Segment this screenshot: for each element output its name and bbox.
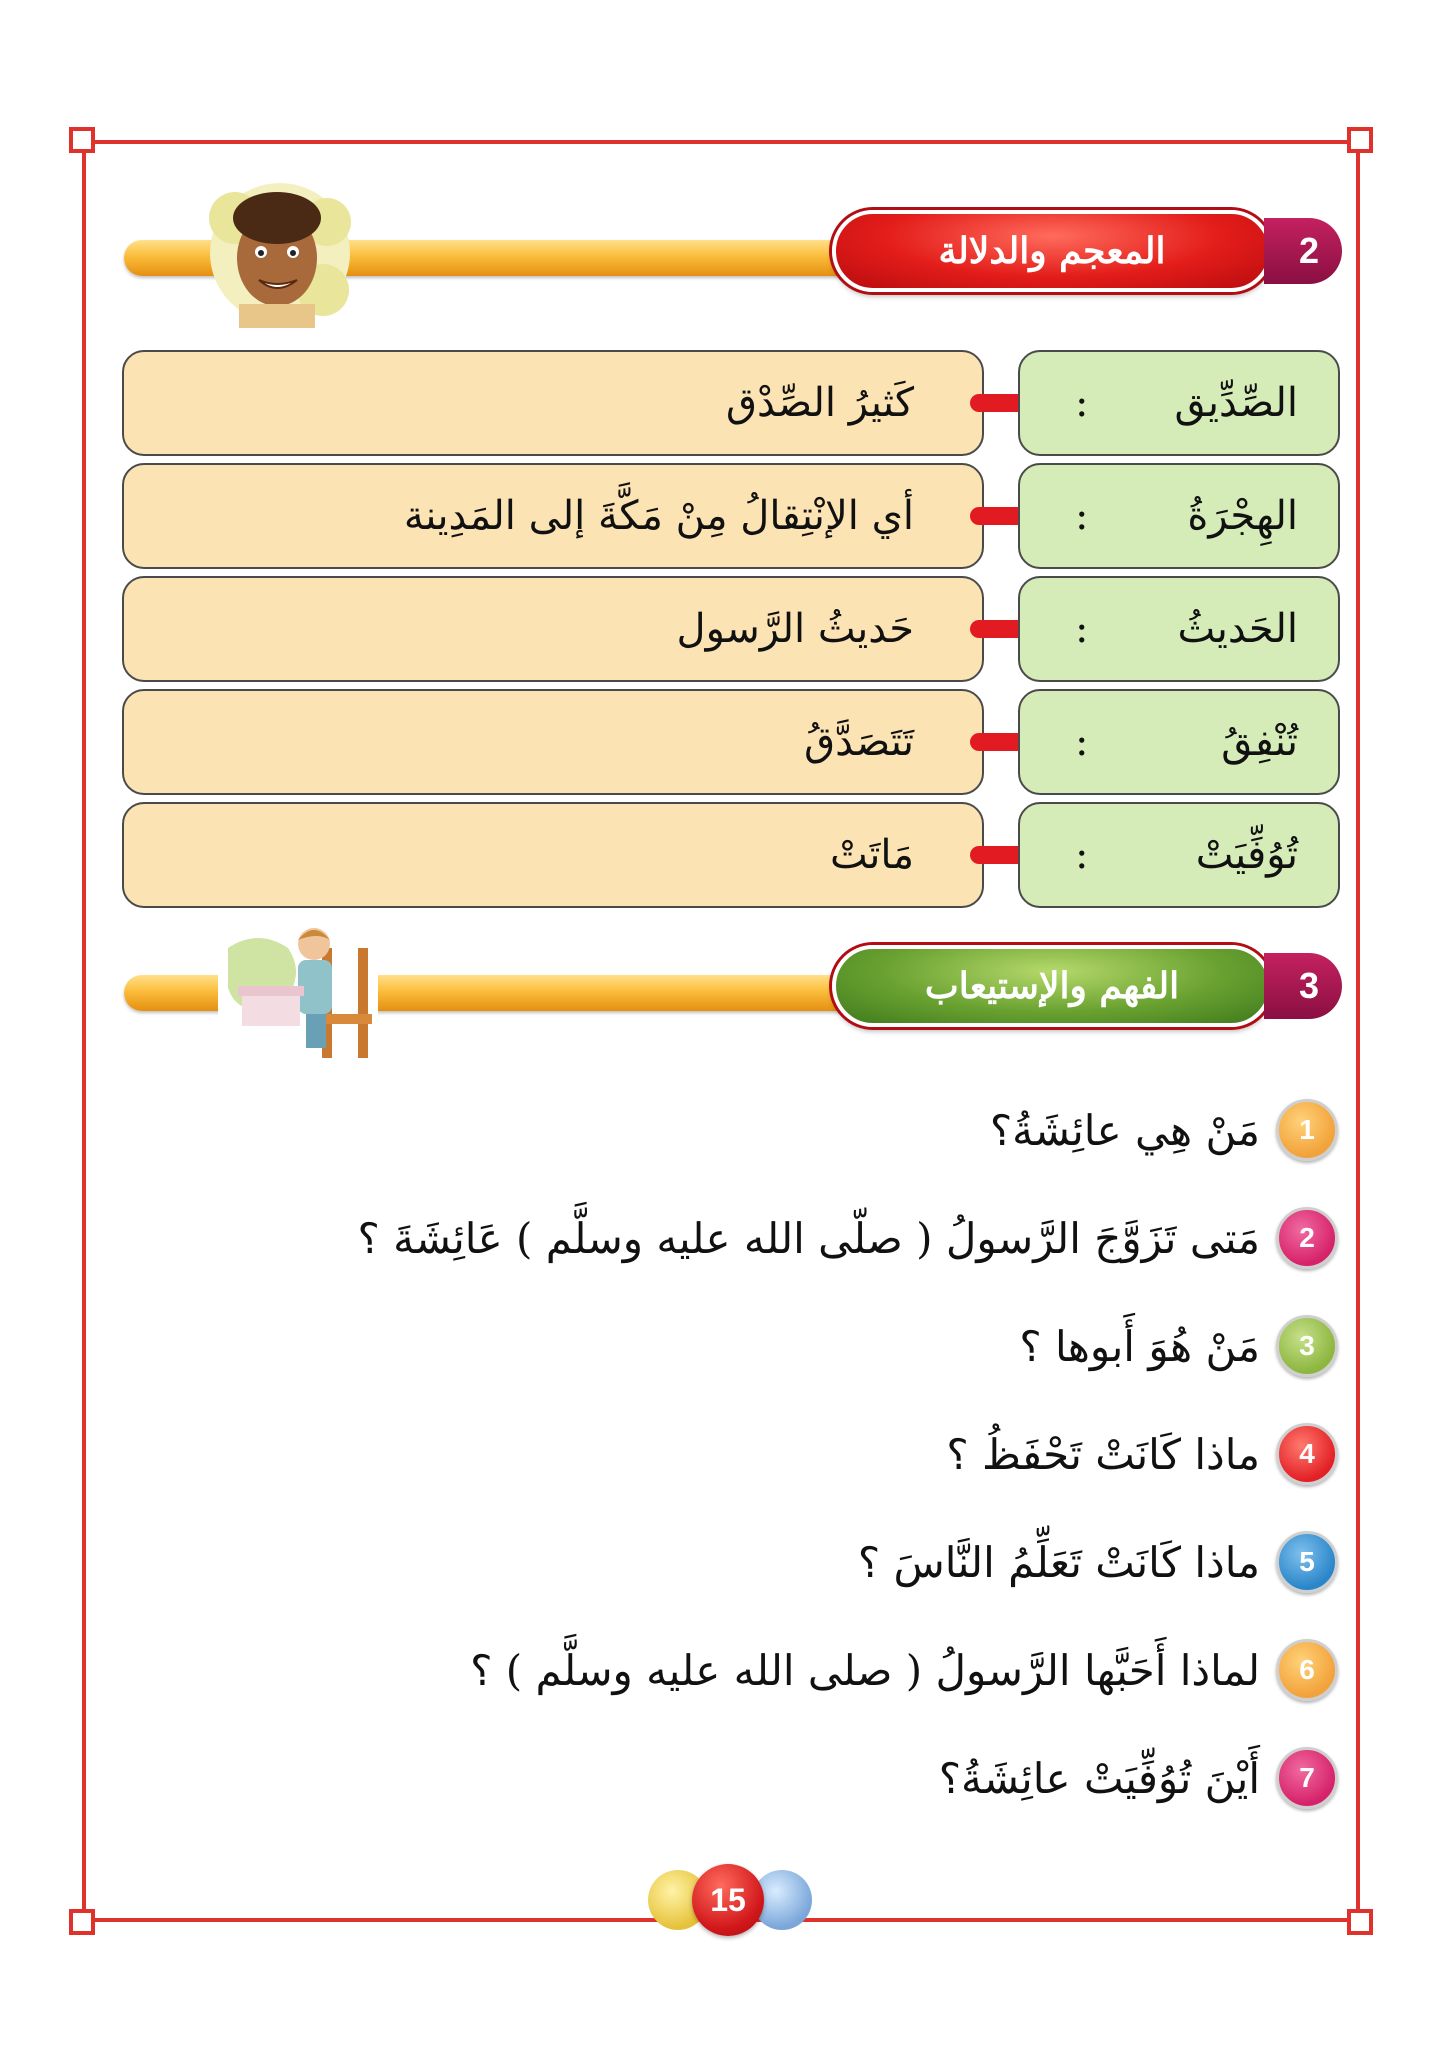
question-number-badge: 4	[1276, 1423, 1338, 1485]
question-number-badge: 1	[1276, 1099, 1338, 1161]
page-number: 15	[692, 1864, 764, 1936]
reading-child-illustration-icon	[218, 918, 378, 1058]
question-item	[990, 1090, 1338, 1170]
vocab-separator: :	[1075, 606, 1089, 652]
question-number-badge: 6	[1276, 1639, 1338, 1701]
question-text: مَتى تَزَوَّجَ الرَّسولُ ( صلّى الله عليه وسلَّم ) عَائِشَةَ ؟	[357, 1213, 1260, 1263]
vocab-word-box	[1018, 463, 1340, 569]
question-item	[858, 1522, 1338, 1602]
page-number-badge	[648, 1860, 828, 1940]
section-3-title: الفهم والإستيعاب	[832, 945, 1272, 1027]
question-text: أَيْنَ تُوُفِّيَتْ عائِشَةُ؟	[938, 1753, 1260, 1803]
vocab-row	[122, 576, 1340, 682]
question-number-badge: 7	[1276, 1747, 1338, 1809]
frame-corner	[1347, 1909, 1373, 1935]
question-text: ماذا كَانَتْ تَحْفَظُ ؟	[946, 1429, 1260, 1479]
vocab-word-box	[1018, 576, 1340, 682]
vocab-word: تُنْفِقُ	[1221, 719, 1298, 765]
vocab-row	[122, 350, 1340, 456]
vocab-separator: :	[1075, 719, 1089, 765]
boy-illustration-icon	[205, 178, 355, 328]
question-item	[357, 1198, 1338, 1278]
vocab-meaning: كَثيرُ الصِّدْق	[122, 350, 984, 456]
question-text: مَنْ هُوَ أَبوها ؟	[1019, 1321, 1260, 1371]
vocab-row	[122, 463, 1340, 569]
question-item	[470, 1630, 1338, 1710]
frame-corner	[1347, 127, 1373, 153]
vocab-word-box	[1018, 350, 1340, 456]
vocab-word: الهِجْرَةُ	[1187, 493, 1298, 539]
vocab-row	[122, 802, 1340, 908]
frame-corner	[69, 1909, 95, 1935]
question-item	[939, 1738, 1338, 1818]
vocab-word-box	[1018, 802, 1340, 908]
vocab-row	[122, 689, 1340, 795]
question-number-badge: 5	[1276, 1531, 1338, 1593]
vocab-separator: :	[1075, 380, 1089, 426]
vocab-separator: :	[1075, 493, 1089, 539]
section-2-title: المعجم والدلالة	[832, 210, 1272, 292]
question-text: لماذا أَحَبَّها الرَّسولُ ( صلى الله عليه وسلَّم ) ؟	[470, 1645, 1260, 1695]
question-text: مَنْ هِي عائِشَةُ؟	[989, 1105, 1260, 1155]
vocab-meaning: تَتَصَدَّقُ	[122, 689, 984, 795]
vocab-word: الصِّدِّيق	[1174, 380, 1298, 426]
vocab-meaning: أي الإنْتِقالُ مِنْ مَكَّةَ إلى المَدِينة	[122, 463, 984, 569]
frame-corner	[69, 127, 95, 153]
question-text: ماذا كَانَتْ تَعَلِّمُ النَّاسَ ؟	[857, 1537, 1260, 1587]
section-3-number: 3	[1264, 953, 1342, 1019]
vocab-word-box	[1018, 689, 1340, 795]
question-item	[1019, 1306, 1338, 1386]
question-number-badge: 2	[1276, 1207, 1338, 1269]
vocab-word: تُوُفِّيَتْ	[1195, 832, 1298, 878]
question-number-badge: 3	[1276, 1315, 1338, 1377]
question-item	[946, 1414, 1338, 1494]
vocab-word: الحَديثُ	[1177, 606, 1298, 652]
vocab-meaning: حَديثُ الرَّسول	[122, 576, 984, 682]
section-2-number: 2	[1264, 218, 1342, 284]
vocab-meaning: مَاتَتْ	[122, 802, 984, 908]
vocab-separator: :	[1075, 832, 1089, 878]
